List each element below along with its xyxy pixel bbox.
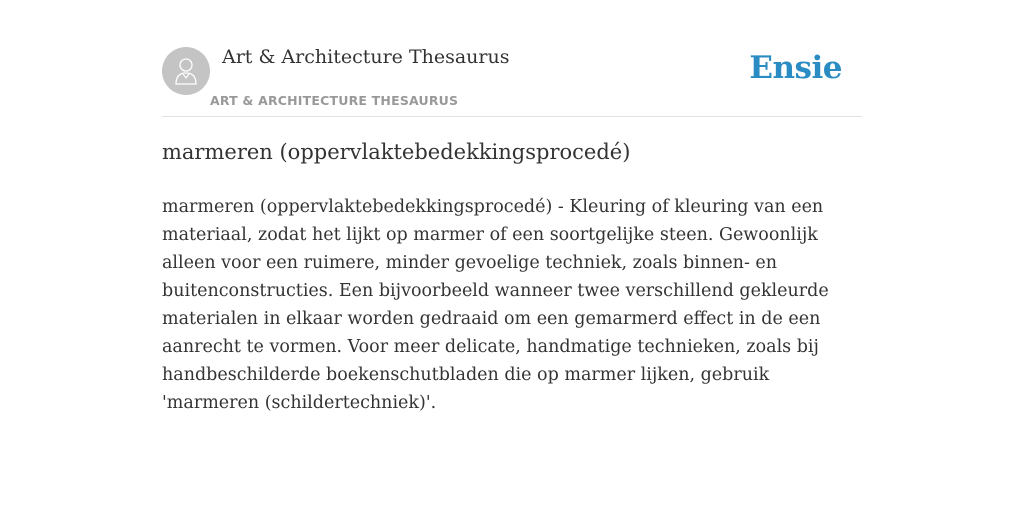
brand-logo[interactable]: Ensie: [749, 50, 842, 86]
source-subtitle[interactable]: ART & ARCHITECTURE THESAURUS: [210, 93, 459, 108]
term-title: marmeren (oppervlaktebedekkingsprocedé): [162, 140, 631, 164]
avatar[interactable]: [162, 47, 210, 95]
user-icon: [174, 57, 198, 85]
definition-text: marmeren (oppervlaktebedekkingsprocedé) - Kleuring of kleuring van een materiaal, zodat het lijkt op marmer of een soortgelijke steen. Gewoonlijk alleen voor een ruimere, minder gevoelige techniek, zoals binnen- en buitenconstructies. Een bijvoorbeeld wanneer twee verschillend gekleurde materialen in elkaar worden gedraaid om een gemarmerd effect in de een aanrecht te vormen. Voor meer delicate, handmatige technieken, zoals bij handbeschilderde boekenschutbladen die op marmer lijken, gebruik 'marmeren (schildertechniek)'.: [162, 197, 829, 413]
source-header: [162, 40, 862, 117]
source-title[interactable]: Art & Architecture Thesaurus: [222, 46, 510, 68]
